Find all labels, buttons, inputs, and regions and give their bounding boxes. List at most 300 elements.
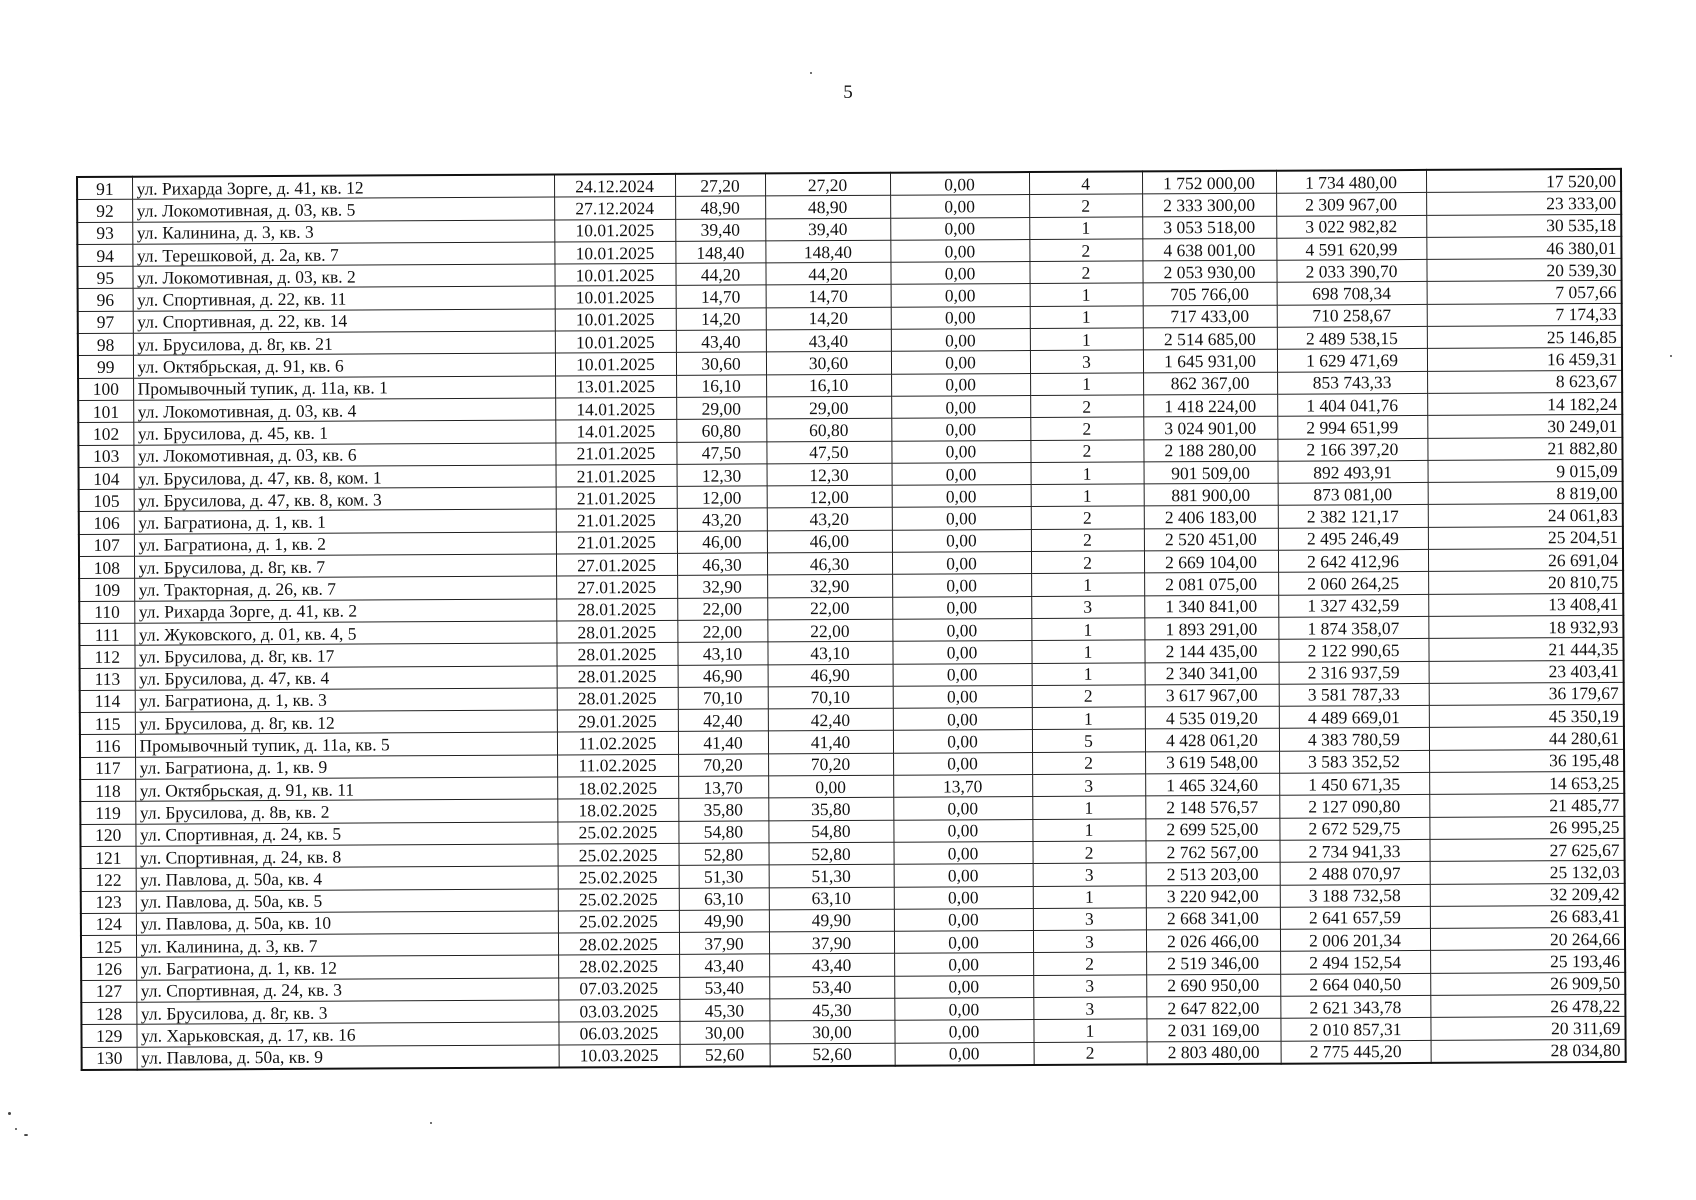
area-total-cell: 41,40 bbox=[678, 731, 768, 754]
area-residential-cell: 42,40 bbox=[768, 708, 893, 731]
address-cell: ул. Спортивная, д. 24, кв. 3 bbox=[136, 978, 558, 1003]
area-residential-cell: 49,90 bbox=[769, 909, 894, 932]
amount-rest-cell: 17 520,00 bbox=[1426, 169, 1621, 193]
amount-rest-cell: 30 535,18 bbox=[1426, 214, 1621, 237]
row-number-cell: 130 bbox=[82, 1047, 137, 1070]
area-other-cell: 0,00 bbox=[890, 172, 1029, 196]
area-residential-cell: 45,30 bbox=[769, 998, 894, 1021]
date-cell: 18.02.2025 bbox=[557, 776, 678, 799]
area-total-cell: 39,40 bbox=[675, 218, 765, 241]
area-total-cell: 45,30 bbox=[679, 999, 769, 1022]
amount-total-cell: 2 031 169,00 bbox=[1146, 1018, 1280, 1041]
date-cell: 28.01.2025 bbox=[557, 687, 678, 710]
row-number-cell: 102 bbox=[78, 422, 133, 445]
rooms-count-cell: 1 bbox=[1030, 283, 1143, 306]
date-cell: 21.01.2025 bbox=[555, 442, 676, 465]
row-number-cell: 104 bbox=[79, 467, 134, 490]
amount-main-cell: 2 316 937,59 bbox=[1279, 661, 1429, 684]
amount-main-cell: 2 994 651,99 bbox=[1277, 416, 1427, 439]
amount-main-cell: 2 489 538,15 bbox=[1277, 327, 1427, 350]
amount-rest-cell: 9 015,09 bbox=[1428, 459, 1623, 482]
area-other-cell: 0,00 bbox=[892, 529, 1031, 552]
amount-total-cell: 862 367,00 bbox=[1143, 372, 1277, 395]
date-cell: 18.02.2025 bbox=[557, 799, 678, 822]
area-other-cell: 0,00 bbox=[894, 886, 1033, 909]
area-residential-cell: 51,30 bbox=[769, 864, 894, 887]
date-cell: 27.01.2025 bbox=[556, 576, 677, 599]
area-residential-cell: 29,00 bbox=[766, 396, 891, 419]
address-cell: ул. Багратиона, д. 1, кв. 1 bbox=[134, 509, 556, 534]
row-number-cell: 115 bbox=[80, 712, 135, 735]
address-cell: ул. Павлова, д. 50а, кв. 5 bbox=[136, 888, 558, 913]
rooms-count-cell: 1 bbox=[1030, 306, 1143, 329]
area-other-cell: 0,00 bbox=[894, 931, 1033, 954]
row-number-cell: 103 bbox=[78, 445, 133, 468]
area-total-cell: 32,90 bbox=[677, 575, 767, 598]
area-total-cell: 63,10 bbox=[679, 887, 769, 910]
amount-total-cell: 3 024 901,00 bbox=[1143, 416, 1277, 439]
area-residential-cell: 53,40 bbox=[769, 976, 894, 999]
area-total-cell: 49,90 bbox=[679, 910, 769, 933]
address-cell: ул. Брусилова, д. 8г, кв. 21 bbox=[133, 331, 555, 356]
area-total-cell: 43,40 bbox=[676, 330, 766, 353]
address-cell: ул. Багратиона, д. 1, кв. 12 bbox=[136, 955, 558, 980]
amount-main-cell: 2 309 967,00 bbox=[1276, 193, 1426, 216]
amount-rest-cell: 26 995,25 bbox=[1429, 816, 1624, 839]
rooms-count-cell: 2 bbox=[1030, 395, 1143, 418]
area-other-cell: 0,00 bbox=[892, 596, 1031, 619]
area-residential-cell: 35,80 bbox=[768, 798, 893, 821]
scan-speck bbox=[810, 72, 812, 74]
area-other-cell: 0,00 bbox=[893, 708, 1032, 731]
amount-total-cell: 4 535 019,20 bbox=[1145, 706, 1279, 729]
amount-rest-cell: 16 459,31 bbox=[1427, 348, 1622, 371]
amount-rest-cell: 30 249,01 bbox=[1427, 415, 1622, 438]
area-other-cell: 13,70 bbox=[893, 775, 1032, 798]
area-total-cell: 27,20 bbox=[675, 173, 765, 196]
rooms-count-cell: 3 bbox=[1033, 863, 1146, 886]
area-total-cell: 42,40 bbox=[678, 709, 768, 732]
amount-total-cell: 1 418 224,00 bbox=[1143, 394, 1277, 417]
area-total-cell: 43,40 bbox=[679, 954, 769, 977]
area-residential-cell: 14,70 bbox=[766, 285, 891, 308]
area-residential-cell: 14,20 bbox=[766, 307, 891, 330]
rooms-count-cell: 3 bbox=[1033, 975, 1146, 998]
row-number-cell: 114 bbox=[80, 690, 135, 713]
area-residential-cell: 70,10 bbox=[768, 686, 893, 709]
rooms-count-cell: 1 bbox=[1031, 462, 1144, 485]
area-other-cell: 0,00 bbox=[891, 395, 1030, 418]
amount-total-cell: 717 433,00 bbox=[1143, 305, 1277, 328]
area-other-cell: 0,00 bbox=[891, 306, 1030, 329]
amount-total-cell: 2 053 930,00 bbox=[1142, 260, 1276, 283]
address-cell: ул. Локомотивная, д. 03, кв. 2 bbox=[132, 264, 554, 289]
area-residential-cell: 46,00 bbox=[767, 530, 892, 553]
amount-total-cell: 3 220 942,00 bbox=[1146, 885, 1280, 908]
rooms-count-cell: 1 bbox=[1033, 1019, 1146, 1042]
row-number-cell: 116 bbox=[80, 735, 135, 758]
date-cell: 10.01.2025 bbox=[555, 330, 676, 353]
date-cell: 28.01.2025 bbox=[556, 620, 677, 643]
amount-main-cell: 2 010 857,31 bbox=[1280, 1018, 1430, 1041]
amount-rest-cell: 14 653,25 bbox=[1429, 771, 1624, 794]
area-residential-cell: 32,90 bbox=[767, 575, 892, 598]
area-other-cell: 0,00 bbox=[893, 685, 1032, 708]
area-total-cell: 37,90 bbox=[679, 932, 769, 955]
address-cell: ул. Калинина, д. 3, кв. 3 bbox=[132, 220, 554, 245]
area-total-cell: 22,00 bbox=[677, 598, 767, 621]
address-cell: ул. Брусилова, д. 47, кв. 8, ком. 1 bbox=[134, 465, 556, 490]
area-other-cell: 0,00 bbox=[892, 485, 1031, 508]
address-cell: ул. Павлова, д. 50а, кв. 9 bbox=[137, 1045, 559, 1070]
amount-rest-cell: 7 174,33 bbox=[1427, 303, 1622, 326]
area-total-cell: 70,10 bbox=[678, 687, 768, 710]
row-number-cell: 108 bbox=[79, 556, 134, 579]
area-residential-cell: 52,60 bbox=[770, 1043, 895, 1066]
area-total-cell: 16,10 bbox=[676, 375, 766, 398]
row-number-cell: 98 bbox=[78, 333, 133, 356]
amount-total-cell: 2 762 567,00 bbox=[1145, 840, 1279, 863]
scan-speck bbox=[430, 1122, 432, 1124]
address-cell: ул. Павлова, д. 50а, кв. 10 bbox=[136, 911, 558, 936]
address-cell: ул. Жуковского, д. 01, кв. 4, 5 bbox=[134, 621, 556, 646]
area-total-cell: 35,80 bbox=[678, 798, 768, 821]
area-residential-cell: 46,90 bbox=[768, 664, 893, 687]
rooms-count-cell: 4 bbox=[1029, 171, 1142, 194]
address-cell: ул. Брусилова, д. 8г, кв. 17 bbox=[134, 643, 556, 668]
row-number-cell: 128 bbox=[81, 1002, 136, 1025]
amount-rest-cell: 26 691,04 bbox=[1428, 548, 1623, 571]
date-cell: 28.02.2025 bbox=[558, 932, 679, 955]
date-cell: 07.03.2025 bbox=[558, 977, 679, 1000]
area-residential-cell: 43,40 bbox=[766, 329, 891, 352]
area-other-cell: 0,00 bbox=[891, 373, 1030, 396]
amount-total-cell: 3 619 548,00 bbox=[1145, 751, 1279, 774]
area-residential-cell: 30,60 bbox=[766, 352, 891, 375]
area-residential-cell: 30,00 bbox=[769, 1021, 894, 1044]
amount-rest-cell: 25 132,03 bbox=[1430, 861, 1625, 884]
rooms-count-cell: 1 bbox=[1030, 373, 1143, 396]
amount-total-cell: 2 803 480,00 bbox=[1147, 1041, 1281, 1064]
amount-total-cell: 2 513 203,00 bbox=[1146, 862, 1280, 885]
amount-rest-cell: 36 179,67 bbox=[1429, 682, 1624, 705]
rooms-count-cell: 3 bbox=[1031, 596, 1144, 619]
address-cell: ул. Багратиона, д. 1, кв. 2 bbox=[134, 532, 556, 557]
rooms-count-cell: 1 bbox=[1032, 796, 1145, 819]
amount-rest-cell: 24 061,83 bbox=[1428, 504, 1623, 527]
date-cell: 27.12.2024 bbox=[554, 197, 675, 220]
amount-total-cell: 2 647 822,00 bbox=[1146, 996, 1280, 1019]
date-cell: 25.02.2025 bbox=[558, 910, 679, 933]
address-cell: ул. Спортивная, д. 24, кв. 8 bbox=[136, 844, 558, 869]
amount-total-cell: 2 188 280,00 bbox=[1143, 439, 1277, 462]
address-cell: ул. Калинина, д. 3, кв. 7 bbox=[136, 933, 558, 958]
area-residential-cell: 12,30 bbox=[767, 463, 892, 486]
area-total-cell: 47,50 bbox=[676, 441, 766, 464]
area-other-cell: 0,00 bbox=[891, 284, 1030, 307]
scan-speck bbox=[8, 1112, 11, 1115]
amount-total-cell: 2 690 950,00 bbox=[1146, 974, 1280, 997]
amount-rest-cell: 26 909,50 bbox=[1430, 972, 1625, 995]
amount-main-cell: 1 874 358,07 bbox=[1278, 616, 1428, 639]
area-residential-cell: 60,80 bbox=[766, 419, 891, 442]
amount-total-cell: 705 766,00 bbox=[1143, 283, 1277, 306]
amount-main-cell: 2 672 529,75 bbox=[1279, 817, 1429, 840]
amount-total-cell: 2 026 466,00 bbox=[1146, 929, 1280, 952]
amount-rest-cell: 8 623,67 bbox=[1427, 370, 1622, 393]
row-number-cell: 127 bbox=[81, 980, 136, 1003]
address-cell: Промывочный тупик, д. 11а, кв. 1 bbox=[133, 376, 555, 401]
area-residential-cell: 46,30 bbox=[767, 552, 892, 575]
amount-rest-cell: 44 280,61 bbox=[1429, 727, 1624, 750]
amount-rest-cell: 28 034,80 bbox=[1431, 1039, 1626, 1063]
amount-main-cell: 710 258,67 bbox=[1277, 304, 1427, 327]
area-total-cell: 51,30 bbox=[679, 865, 769, 888]
row-number-cell: 92 bbox=[77, 200, 132, 223]
amount-total-cell: 2 520 451,00 bbox=[1144, 528, 1278, 551]
row-number-cell: 96 bbox=[78, 289, 133, 312]
amount-rest-cell: 25 204,51 bbox=[1428, 526, 1623, 549]
area-residential-cell: 27,20 bbox=[765, 173, 890, 196]
area-other-cell: 0,00 bbox=[893, 663, 1032, 686]
rooms-count-cell: 3 bbox=[1033, 997, 1146, 1020]
row-number-cell: 93 bbox=[77, 222, 132, 245]
date-cell: 21.01.2025 bbox=[556, 509, 677, 532]
address-cell: ул. Локомотивная, д. 03, кв. 5 bbox=[132, 197, 554, 222]
row-number-cell: 112 bbox=[79, 645, 134, 668]
amount-rest-cell: 27 625,67 bbox=[1429, 838, 1624, 861]
amount-main-cell: 2 495 246,49 bbox=[1278, 527, 1428, 550]
address-cell: ул. Тракторная, д. 26, кв. 7 bbox=[134, 576, 556, 601]
area-total-cell: 22,00 bbox=[677, 620, 767, 643]
amount-total-cell: 2 333 300,00 bbox=[1142, 194, 1276, 217]
amount-main-cell: 1 450 671,35 bbox=[1279, 772, 1429, 795]
date-cell: 10.01.2025 bbox=[555, 353, 676, 376]
rooms-count-cell: 1 bbox=[1032, 707, 1145, 730]
area-total-cell: 70,20 bbox=[678, 754, 768, 777]
amount-total-cell: 2 669 104,00 bbox=[1144, 550, 1278, 573]
amount-total-cell: 2 340 341,00 bbox=[1145, 662, 1279, 685]
date-cell: 29.01.2025 bbox=[557, 709, 678, 732]
date-cell: 06.03.2025 bbox=[558, 1022, 679, 1045]
area-other-cell: 0,00 bbox=[893, 841, 1032, 864]
amount-total-cell: 2 406 183,00 bbox=[1144, 506, 1278, 529]
row-number-cell: 95 bbox=[77, 266, 132, 289]
date-cell: 28.02.2025 bbox=[558, 955, 679, 978]
area-other-cell: 0,00 bbox=[892, 462, 1031, 485]
amount-total-cell: 4 638 001,00 bbox=[1142, 238, 1276, 261]
amount-rest-cell: 46 380,01 bbox=[1426, 236, 1621, 259]
area-residential-cell: 43,10 bbox=[767, 641, 892, 664]
area-residential-cell: 70,20 bbox=[768, 753, 893, 776]
amount-total-cell: 3 053 518,00 bbox=[1142, 216, 1276, 239]
date-cell: 25.02.2025 bbox=[558, 888, 679, 911]
area-total-cell: 29,00 bbox=[676, 397, 766, 420]
row-number-cell: 97 bbox=[78, 311, 133, 334]
area-residential-cell: 43,40 bbox=[769, 954, 894, 977]
amount-total-cell: 1 465 324,60 bbox=[1145, 773, 1279, 796]
amount-total-cell: 2 519 346,00 bbox=[1146, 952, 1280, 975]
amount-rest-cell: 21 882,80 bbox=[1427, 437, 1622, 460]
date-cell: 14.01.2025 bbox=[555, 420, 676, 443]
row-number-cell: 118 bbox=[80, 779, 135, 802]
row-number-cell: 129 bbox=[81, 1024, 136, 1047]
row-number-cell: 119 bbox=[80, 802, 135, 825]
area-other-cell: 0,00 bbox=[893, 730, 1032, 753]
rooms-count-cell: 2 bbox=[1031, 551, 1144, 574]
address-cell: ул. Октябрьская, д. 91, кв. 6 bbox=[133, 353, 555, 378]
amount-rest-cell: 23 333,00 bbox=[1426, 192, 1621, 215]
row-number-cell: 121 bbox=[81, 846, 136, 869]
address-cell: ул. Брусилова, д. 47, кв. 4 bbox=[135, 666, 557, 691]
date-cell: 25.02.2025 bbox=[557, 821, 678, 844]
area-total-cell: 54,80 bbox=[678, 820, 768, 843]
address-cell: ул. Спортивная, д. 22, кв. 11 bbox=[133, 286, 555, 311]
date-cell: 11.02.2025 bbox=[557, 754, 678, 777]
area-other-cell: 0,00 bbox=[893, 752, 1032, 775]
date-cell: 28.01.2025 bbox=[556, 643, 677, 666]
amount-main-cell: 3 583 352,52 bbox=[1279, 750, 1429, 773]
address-cell: ул. Брусилова, д. 8в, кв. 2 bbox=[135, 799, 557, 824]
date-cell: 27.01.2025 bbox=[556, 553, 677, 576]
date-cell: 10.01.2025 bbox=[555, 308, 676, 331]
amount-rest-cell: 7 057,66 bbox=[1427, 281, 1622, 304]
registry-table-body bbox=[77, 169, 1626, 1070]
address-cell: ул. Спортивная, д. 22, кв. 14 bbox=[133, 309, 555, 334]
row-number-cell: 101 bbox=[78, 400, 133, 423]
area-other-cell: 0,00 bbox=[892, 574, 1031, 597]
area-total-cell: 14,20 bbox=[676, 308, 766, 331]
area-other-cell: 0,00 bbox=[894, 908, 1033, 931]
row-number-cell: 105 bbox=[79, 489, 134, 512]
area-residential-cell: 39,40 bbox=[765, 218, 890, 241]
address-cell: ул. Рихарда Зорге, д. 41, кв. 12 bbox=[132, 174, 554, 199]
rooms-count-cell: 1 bbox=[1029, 217, 1142, 240]
area-other-cell: 0,00 bbox=[895, 1042, 1034, 1066]
address-cell: ул. Брусилова, д. 45, кв. 1 bbox=[133, 420, 555, 445]
area-total-cell: 43,10 bbox=[677, 642, 767, 665]
amount-main-cell: 2 033 390,70 bbox=[1276, 260, 1426, 283]
date-cell: 13.01.2025 bbox=[555, 375, 676, 398]
row-number-cell: 125 bbox=[81, 935, 136, 958]
row-number-cell: 94 bbox=[77, 244, 132, 267]
area-other-cell: 0,00 bbox=[890, 217, 1029, 240]
amount-rest-cell: 13 408,41 bbox=[1428, 593, 1623, 616]
row-number-cell: 123 bbox=[81, 891, 136, 914]
area-other-cell: 0,00 bbox=[894, 975, 1033, 998]
date-cell: 21.01.2025 bbox=[556, 464, 677, 487]
amount-rest-cell: 8 819,00 bbox=[1428, 482, 1623, 505]
address-cell: ул. Брусилова, д. 47, кв. 8, ком. 3 bbox=[134, 487, 556, 512]
amount-total-cell: 901 509,00 bbox=[1144, 461, 1278, 484]
amount-total-cell: 2 148 576,57 bbox=[1145, 796, 1279, 819]
amount-total-cell: 2 699 525,00 bbox=[1145, 818, 1279, 841]
area-other-cell: 0,00 bbox=[894, 997, 1033, 1020]
amount-main-cell: 3 022 982,82 bbox=[1276, 215, 1426, 238]
date-cell: 10.03.2025 bbox=[559, 1044, 680, 1067]
area-residential-cell: 22,00 bbox=[767, 597, 892, 620]
area-total-cell: 53,40 bbox=[679, 977, 769, 1000]
area-residential-cell: 22,00 bbox=[767, 619, 892, 642]
area-other-cell: 0,00 bbox=[891, 418, 1030, 441]
rooms-count-cell: 1 bbox=[1032, 662, 1145, 685]
amount-total-cell: 2 668 341,00 bbox=[1146, 907, 1280, 930]
rooms-count-cell: 1 bbox=[1031, 640, 1144, 663]
rooms-count-cell: 2 bbox=[1031, 506, 1144, 529]
date-cell: 25.02.2025 bbox=[558, 843, 679, 866]
amount-rest-cell: 20 810,75 bbox=[1428, 571, 1623, 594]
amount-rest-cell: 23 403,41 bbox=[1429, 660, 1624, 683]
address-cell: ул. Брусилова, д. 8г, кв. 7 bbox=[134, 554, 556, 579]
amount-main-cell: 2 166 397,20 bbox=[1277, 438, 1427, 461]
area-other-cell: 0,00 bbox=[891, 329, 1030, 352]
area-residential-cell: 54,80 bbox=[768, 820, 893, 843]
area-other-cell: 0,00 bbox=[894, 864, 1033, 887]
amount-rest-cell: 25 193,46 bbox=[1430, 950, 1625, 973]
area-other-cell: 0,00 bbox=[893, 819, 1032, 842]
area-residential-cell: 37,90 bbox=[769, 931, 894, 954]
area-other-cell: 0,00 bbox=[890, 239, 1029, 262]
rooms-count-cell: 2 bbox=[1033, 952, 1146, 975]
amount-main-cell: 2 122 990,65 bbox=[1278, 639, 1428, 662]
amount-rest-cell: 20 311,69 bbox=[1430, 1017, 1625, 1040]
amount-rest-cell: 18 932,93 bbox=[1428, 615, 1623, 638]
rooms-count-cell: 3 bbox=[1033, 908, 1146, 931]
amount-main-cell: 4 591 620,99 bbox=[1276, 237, 1426, 260]
area-residential-cell: 52,80 bbox=[769, 842, 894, 865]
amount-main-cell: 873 081,00 bbox=[1278, 483, 1428, 506]
row-number-cell: 100 bbox=[78, 378, 133, 401]
row-number-cell: 91 bbox=[77, 177, 132, 200]
area-total-cell: 52,80 bbox=[679, 843, 769, 866]
address-cell: ул. Октябрьская, д. 91, кв. 11 bbox=[135, 777, 557, 802]
amount-main-cell: 1 327 432,59 bbox=[1278, 594, 1428, 617]
row-number-cell: 126 bbox=[81, 958, 136, 981]
amount-rest-cell: 26 683,41 bbox=[1430, 905, 1625, 928]
area-total-cell: 12,00 bbox=[677, 486, 767, 509]
address-cell: ул. Багратиона, д. 1, кв. 9 bbox=[135, 755, 557, 780]
rooms-count-cell: 2 bbox=[1031, 529, 1144, 552]
rooms-count-cell: 2 bbox=[1029, 261, 1142, 284]
area-residential-cell: 0,00 bbox=[768, 775, 893, 798]
rooms-count-cell: 5 bbox=[1032, 729, 1145, 752]
area-total-cell: 46,90 bbox=[678, 664, 768, 687]
area-total-cell: 60,80 bbox=[676, 419, 766, 442]
amount-rest-cell: 20 539,30 bbox=[1426, 259, 1621, 282]
amount-main-cell: 4 383 780,59 bbox=[1279, 728, 1429, 751]
amount-main-cell: 698 708,34 bbox=[1277, 282, 1427, 305]
address-cell: ул. Локомотивная, д. 03, кв. 4 bbox=[133, 398, 555, 423]
amount-main-cell: 2 664 040,50 bbox=[1280, 973, 1430, 996]
area-other-cell: 0,00 bbox=[892, 618, 1031, 641]
amount-rest-cell: 20 264,66 bbox=[1430, 927, 1625, 950]
amount-total-cell: 4 428 061,20 bbox=[1145, 729, 1279, 752]
row-number-cell: 117 bbox=[80, 757, 135, 780]
area-residential-cell: 43,20 bbox=[767, 508, 892, 531]
amount-main-cell: 3 581 787,33 bbox=[1279, 683, 1429, 706]
area-residential-cell: 44,20 bbox=[765, 262, 890, 285]
amount-total-cell: 2 144 435,00 bbox=[1144, 639, 1278, 662]
amount-main-cell: 3 188 732,58 bbox=[1280, 884, 1430, 907]
row-number-cell: 124 bbox=[81, 913, 136, 936]
amount-total-cell: 2 514 685,00 bbox=[1143, 327, 1277, 350]
rooms-count-cell: 2 bbox=[1030, 417, 1143, 440]
date-cell: 10.01.2025 bbox=[554, 241, 675, 264]
amount-main-cell: 2 641 657,59 bbox=[1280, 906, 1430, 929]
amount-rest-cell: 32 209,42 bbox=[1430, 883, 1625, 906]
amount-main-cell: 2 006 201,34 bbox=[1280, 929, 1430, 952]
area-total-cell: 48,90 bbox=[675, 196, 765, 219]
